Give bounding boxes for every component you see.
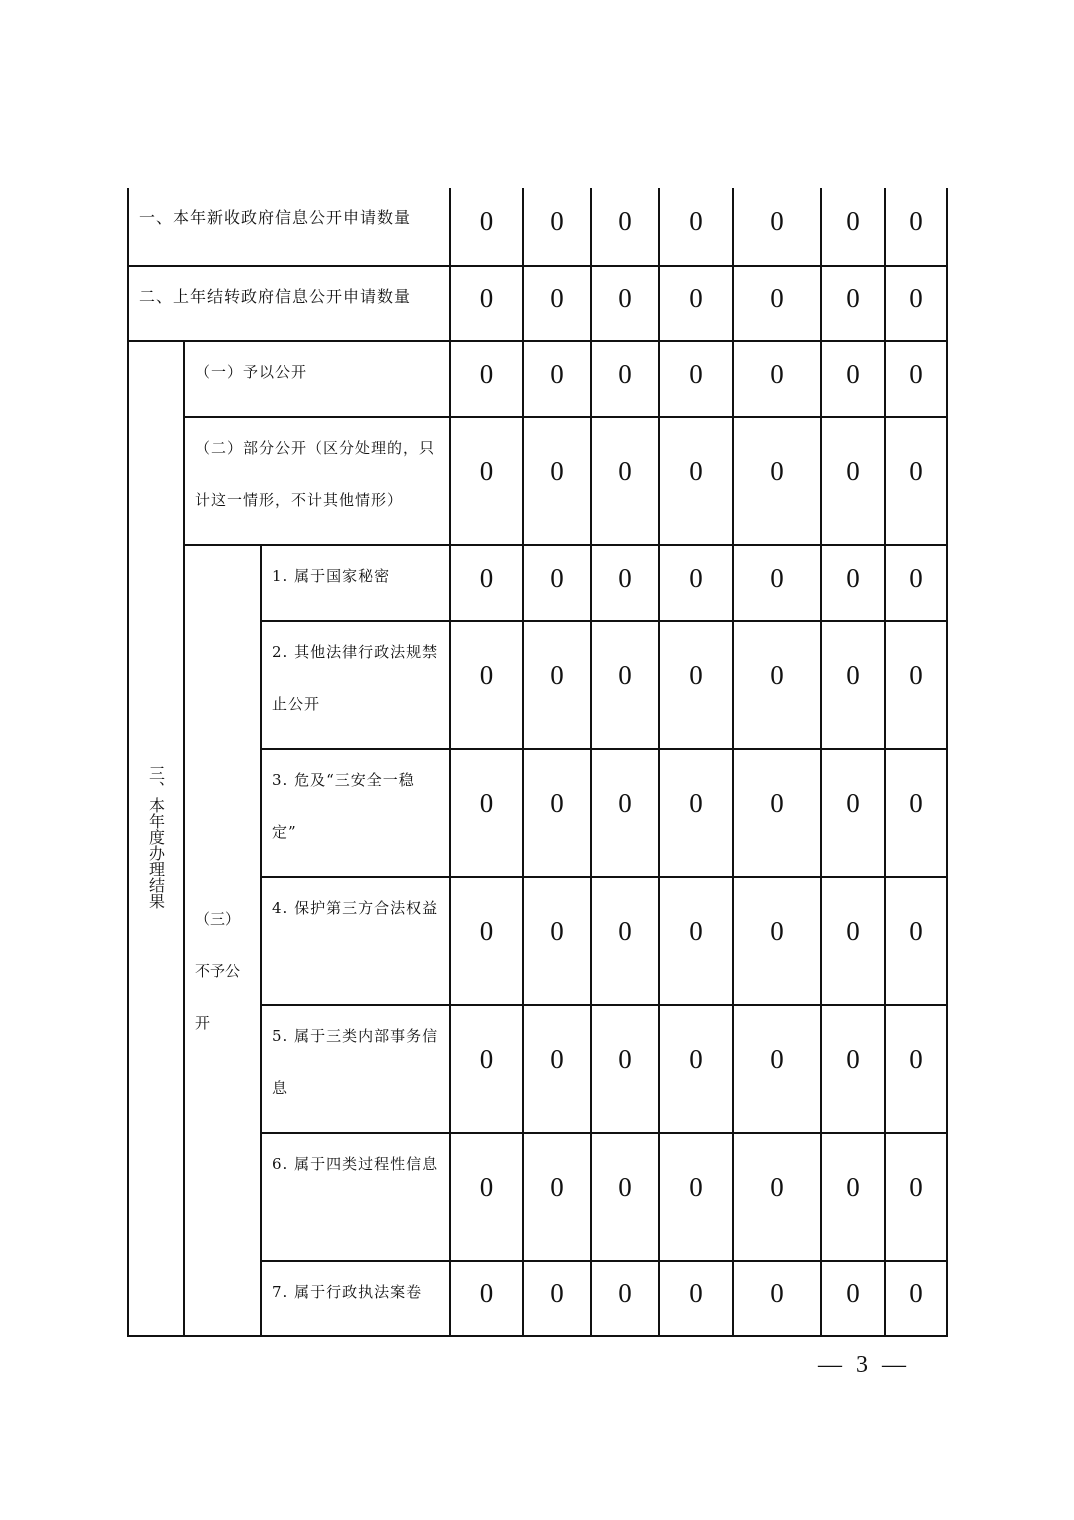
- row-label: 1. 属于国家秘密: [261, 545, 450, 621]
- value-cell: 0: [821, 621, 885, 749]
- table-row: [128, 417, 947, 545]
- value-cell: 0: [821, 341, 885, 417]
- value-cell: 0: [733, 1261, 821, 1336]
- value-cell: 0: [733, 621, 821, 749]
- value-cell: 0: [659, 266, 733, 341]
- value-cell: 0: [450, 1005, 523, 1133]
- value-cell: 0: [591, 188, 659, 266]
- value-cell: 0: [659, 545, 733, 621]
- value-cell: 0: [450, 877, 523, 1005]
- value-cell: 0: [450, 188, 523, 266]
- value-cell: 0: [591, 749, 659, 877]
- value-cell: 0: [450, 266, 523, 341]
- value-cell: 0: [591, 417, 659, 545]
- value-cell: 0: [821, 749, 885, 877]
- value-cell: 0: [821, 266, 885, 341]
- value-cell: 0: [450, 1133, 523, 1261]
- page-number: — 3 —: [818, 1352, 910, 1378]
- value-cell: 0: [885, 621, 947, 749]
- value-cell: 0: [591, 1133, 659, 1261]
- row-label: 2. 其他法律行政法规禁止公开: [261, 621, 450, 749]
- value-cell: 0: [523, 1133, 591, 1261]
- value-cell: 0: [450, 417, 523, 545]
- value-cell: 0: [523, 877, 591, 1005]
- value-cell: 0: [885, 188, 947, 266]
- row-label: 3. 危及“三安全一稳定”: [261, 749, 450, 877]
- value-cell: 0: [885, 749, 947, 877]
- value-cell: 0: [821, 1133, 885, 1261]
- group-label-not-public: （三）不予公开: [184, 545, 261, 1336]
- value-cell: 0: [591, 621, 659, 749]
- value-cell: 0: [885, 1133, 947, 1261]
- value-cell: 0: [733, 877, 821, 1005]
- row-label: 二、上年结转政府信息公开申请数量: [128, 266, 450, 341]
- value-cell: 0: [733, 749, 821, 877]
- value-cell: 0: [733, 188, 821, 266]
- value-cell: 0: [450, 545, 523, 621]
- value-cell: 0: [821, 545, 885, 621]
- value-cell: 0: [450, 1261, 523, 1336]
- table-row: [128, 341, 947, 417]
- value-cell: 0: [733, 1005, 821, 1133]
- value-cell: 0: [659, 621, 733, 749]
- row-label: 5. 属于三类内部事务信息: [261, 1005, 450, 1133]
- value-cell: 0: [591, 545, 659, 621]
- value-cell: 0: [659, 1261, 733, 1336]
- value-cell: 0: [659, 1005, 733, 1133]
- value-cell: 0: [659, 341, 733, 417]
- value-cell: 0: [523, 341, 591, 417]
- value-cell: 0: [659, 417, 733, 545]
- row-label: （二）部分公开（区分处理的，只计这一情形，不计其他情形）: [184, 417, 450, 545]
- value-cell: 0: [523, 749, 591, 877]
- value-cell: 0: [733, 417, 821, 545]
- value-cell: 0: [885, 1261, 947, 1336]
- value-cell: 0: [523, 417, 591, 545]
- row-label: （一）予以公开: [184, 341, 450, 417]
- table-row: [128, 188, 947, 266]
- group-label-result: 三、本年度办理结果: [128, 341, 184, 1336]
- value-cell: 0: [659, 877, 733, 1005]
- value-cell: 0: [733, 1133, 821, 1261]
- value-cell: 0: [659, 749, 733, 877]
- value-cell: 0: [659, 1133, 733, 1261]
- info-disclosure-table: [127, 188, 948, 1337]
- value-cell: 0: [733, 341, 821, 417]
- value-cell: 0: [821, 188, 885, 266]
- row-label: 6. 属于四类过程性信息: [261, 1133, 450, 1261]
- value-cell: 0: [523, 1005, 591, 1133]
- value-cell: 0: [885, 877, 947, 1005]
- value-cell: 0: [885, 266, 947, 341]
- value-cell: 0: [733, 545, 821, 621]
- value-cell: 0: [591, 1005, 659, 1133]
- value-cell: 0: [591, 266, 659, 341]
- table-row: [128, 266, 947, 341]
- row-label: 4. 保护第三方合法权益: [261, 877, 450, 1005]
- value-cell: 0: [885, 545, 947, 621]
- value-cell: 0: [450, 749, 523, 877]
- value-cell: 0: [821, 1261, 885, 1336]
- value-cell: 0: [591, 341, 659, 417]
- row-label: 7. 属于行政执法案卷: [261, 1261, 450, 1336]
- value-cell: 0: [885, 1005, 947, 1133]
- value-cell: 0: [523, 545, 591, 621]
- table-row: [128, 545, 947, 621]
- value-cell: 0: [821, 877, 885, 1005]
- value-cell: 0: [821, 1005, 885, 1133]
- value-cell: 0: [523, 1261, 591, 1336]
- value-cell: 0: [591, 877, 659, 1005]
- value-cell: 0: [450, 341, 523, 417]
- row-label: 一、本年新收政府信息公开申请数量: [128, 188, 450, 266]
- value-cell: 0: [821, 417, 885, 545]
- value-cell: 0: [450, 621, 523, 749]
- value-cell: 0: [591, 1261, 659, 1336]
- value-cell: 0: [733, 266, 821, 341]
- value-cell: 0: [885, 341, 947, 417]
- value-cell: 0: [523, 266, 591, 341]
- value-cell: 0: [885, 417, 947, 545]
- value-cell: 0: [523, 188, 591, 266]
- value-cell: 0: [523, 621, 591, 749]
- value-cell: 0: [659, 188, 733, 266]
